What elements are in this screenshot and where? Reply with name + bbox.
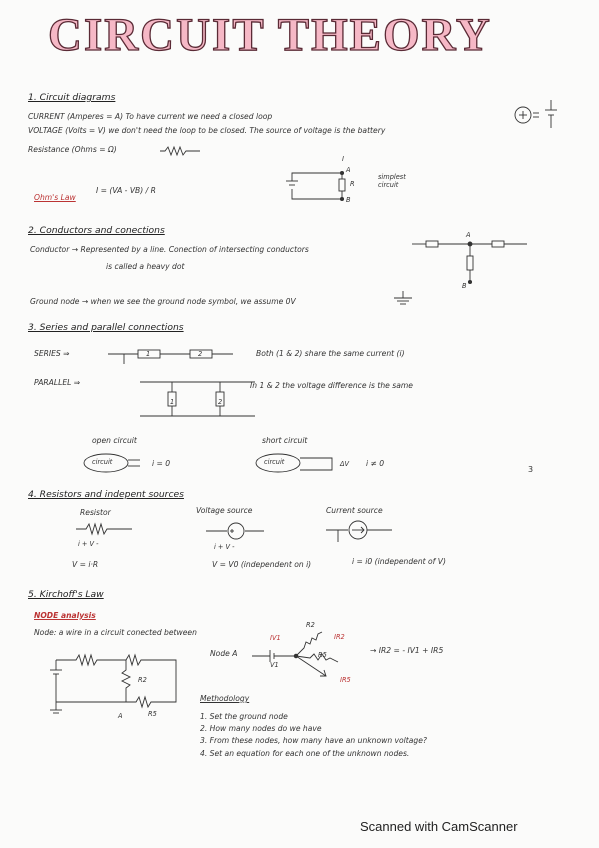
iv1-label: IV1: [270, 634, 281, 642]
methodology-step-2: 2. How many nodes do we have: [200, 724, 322, 733]
open-circuit-equation: i = 0: [152, 459, 171, 468]
node-a-label: Node A: [210, 649, 238, 658]
section-2-heading: 2. Conductors and conections: [28, 225, 165, 236]
voltage-source-icon: [206, 522, 266, 540]
short-circuit-box-label: circuit: [264, 458, 285, 466]
r2-label: R2: [138, 676, 147, 684]
methodology-heading: Methodology: [200, 694, 250, 703]
page-title: CIRCUIT THEORY: [48, 9, 492, 61]
r5-label: R5: [148, 710, 157, 718]
delta-v-label: ΔV: [340, 460, 350, 468]
parallel-resistor-2-label: 2: [218, 398, 223, 406]
junction-a-label: A: [466, 231, 471, 239]
simplest-circuit-label: simplest circuit: [378, 173, 406, 189]
current-source-equation: i = i0 (independent of V): [352, 557, 446, 566]
node-definition: Node: a wire in a circuit conected between: [34, 628, 197, 637]
open-circuit-label: open circuit: [92, 436, 137, 445]
page-number: 3: [528, 465, 534, 474]
resistor-symbol-icon: [160, 146, 200, 156]
v1-label: V1: [270, 661, 279, 669]
section-3-heading: 3. Series and parallel connections: [28, 322, 184, 333]
node-r2-label: R2: [306, 621, 315, 629]
resistor-equation: V = i·R: [72, 560, 99, 569]
voltage-source-equation: V = V0 (independent on i): [212, 560, 312, 569]
section-4-heading: 4. Resistors and indepent sources: [28, 489, 184, 500]
node-a-label: A: [346, 166, 351, 174]
node-b-label: B: [346, 196, 351, 204]
series-diagram: [108, 346, 238, 368]
voltage-note: VOLTAGE (Volts = V) we don't need the loop to be closed. The source of voltage is the battery: [28, 126, 386, 135]
series-label: SERIES ⇒: [34, 349, 70, 358]
section-5-heading: 5. Kirchoff's Law: [28, 589, 104, 600]
junction-b-label: B: [462, 282, 467, 290]
resistor-element-icon: [76, 523, 136, 535]
node-a-ground-label: A: [118, 712, 123, 720]
current-note: CURRENT (Amperes = A) To have current we need a closed loop: [28, 112, 273, 121]
current-label: I: [342, 155, 344, 163]
ir5-label: IR5: [340, 676, 351, 684]
methodology-step-3: 3. From these nodes, how many have an unknown voltage?: [200, 736, 427, 745]
node-analysis-circuit-diagram: [36, 650, 196, 720]
ohms-law-label: Ohm's Law: [34, 193, 76, 202]
series-resistor-2-label: 2: [198, 350, 203, 358]
ir2-label: IR2: [334, 633, 345, 641]
resistance-note: Resistance (Ohms = Ω): [28, 145, 117, 154]
series-resistor-1-label: 1: [146, 350, 151, 358]
parallel-resistor-1-label: 1: [170, 398, 175, 406]
open-circuit-box-label: circuit: [92, 458, 113, 466]
series-note: Both (1 & 2) share the same current (i): [256, 349, 405, 358]
parallel-note: In 1 & 2 the voltage difference is the same: [250, 381, 413, 390]
parallel-label: PARALLEL ⇒: [34, 378, 81, 387]
methodology-step-4: 4. Set an equation for each one of the unknown nodes.: [200, 749, 410, 758]
section-1-heading: 1. Circuit diagrams: [28, 92, 116, 103]
parallel-diagram: [140, 378, 260, 420]
ground-node-note: Ground node → when we see the ground node symbol, we assume 0V: [30, 297, 296, 306]
conductor-note-2: is called a heavy dot: [106, 262, 185, 271]
current-source-label: Current source: [326, 506, 383, 515]
node-analysis-heading: NODE analysis: [34, 611, 96, 620]
resistor-polarity: i + V -: [78, 540, 99, 548]
resistor-label: Resistor: [80, 508, 111, 517]
short-circuit-equation: i ≠ 0: [366, 459, 385, 468]
camscanner-footer: Scanned with CamScanner: [360, 819, 518, 834]
resistor-r-label: R: [350, 180, 355, 188]
ohms-law-formula: I = (VA - VB) / R: [96, 186, 156, 195]
node-r5-label: R5: [318, 651, 327, 659]
conductor-note: Conductor → Represented by a line. Conection of intersecting conductors: [30, 245, 309, 254]
voltage-source-label: Voltage source: [196, 506, 253, 515]
node-equation: → IR2 = - IV1 + IR5: [370, 646, 444, 655]
conductor-junction-diagram: [412, 232, 532, 287]
methodology-step-1: 1. Set the ground node: [200, 712, 288, 721]
current-source-icon: [326, 520, 396, 548]
voltage-source-polarity: i + V -: [214, 543, 235, 551]
battery-symbol-icon: [513, 98, 573, 132]
short-circuit-label: short circuit: [262, 436, 308, 445]
ground-symbol-icon: [392, 291, 414, 307]
